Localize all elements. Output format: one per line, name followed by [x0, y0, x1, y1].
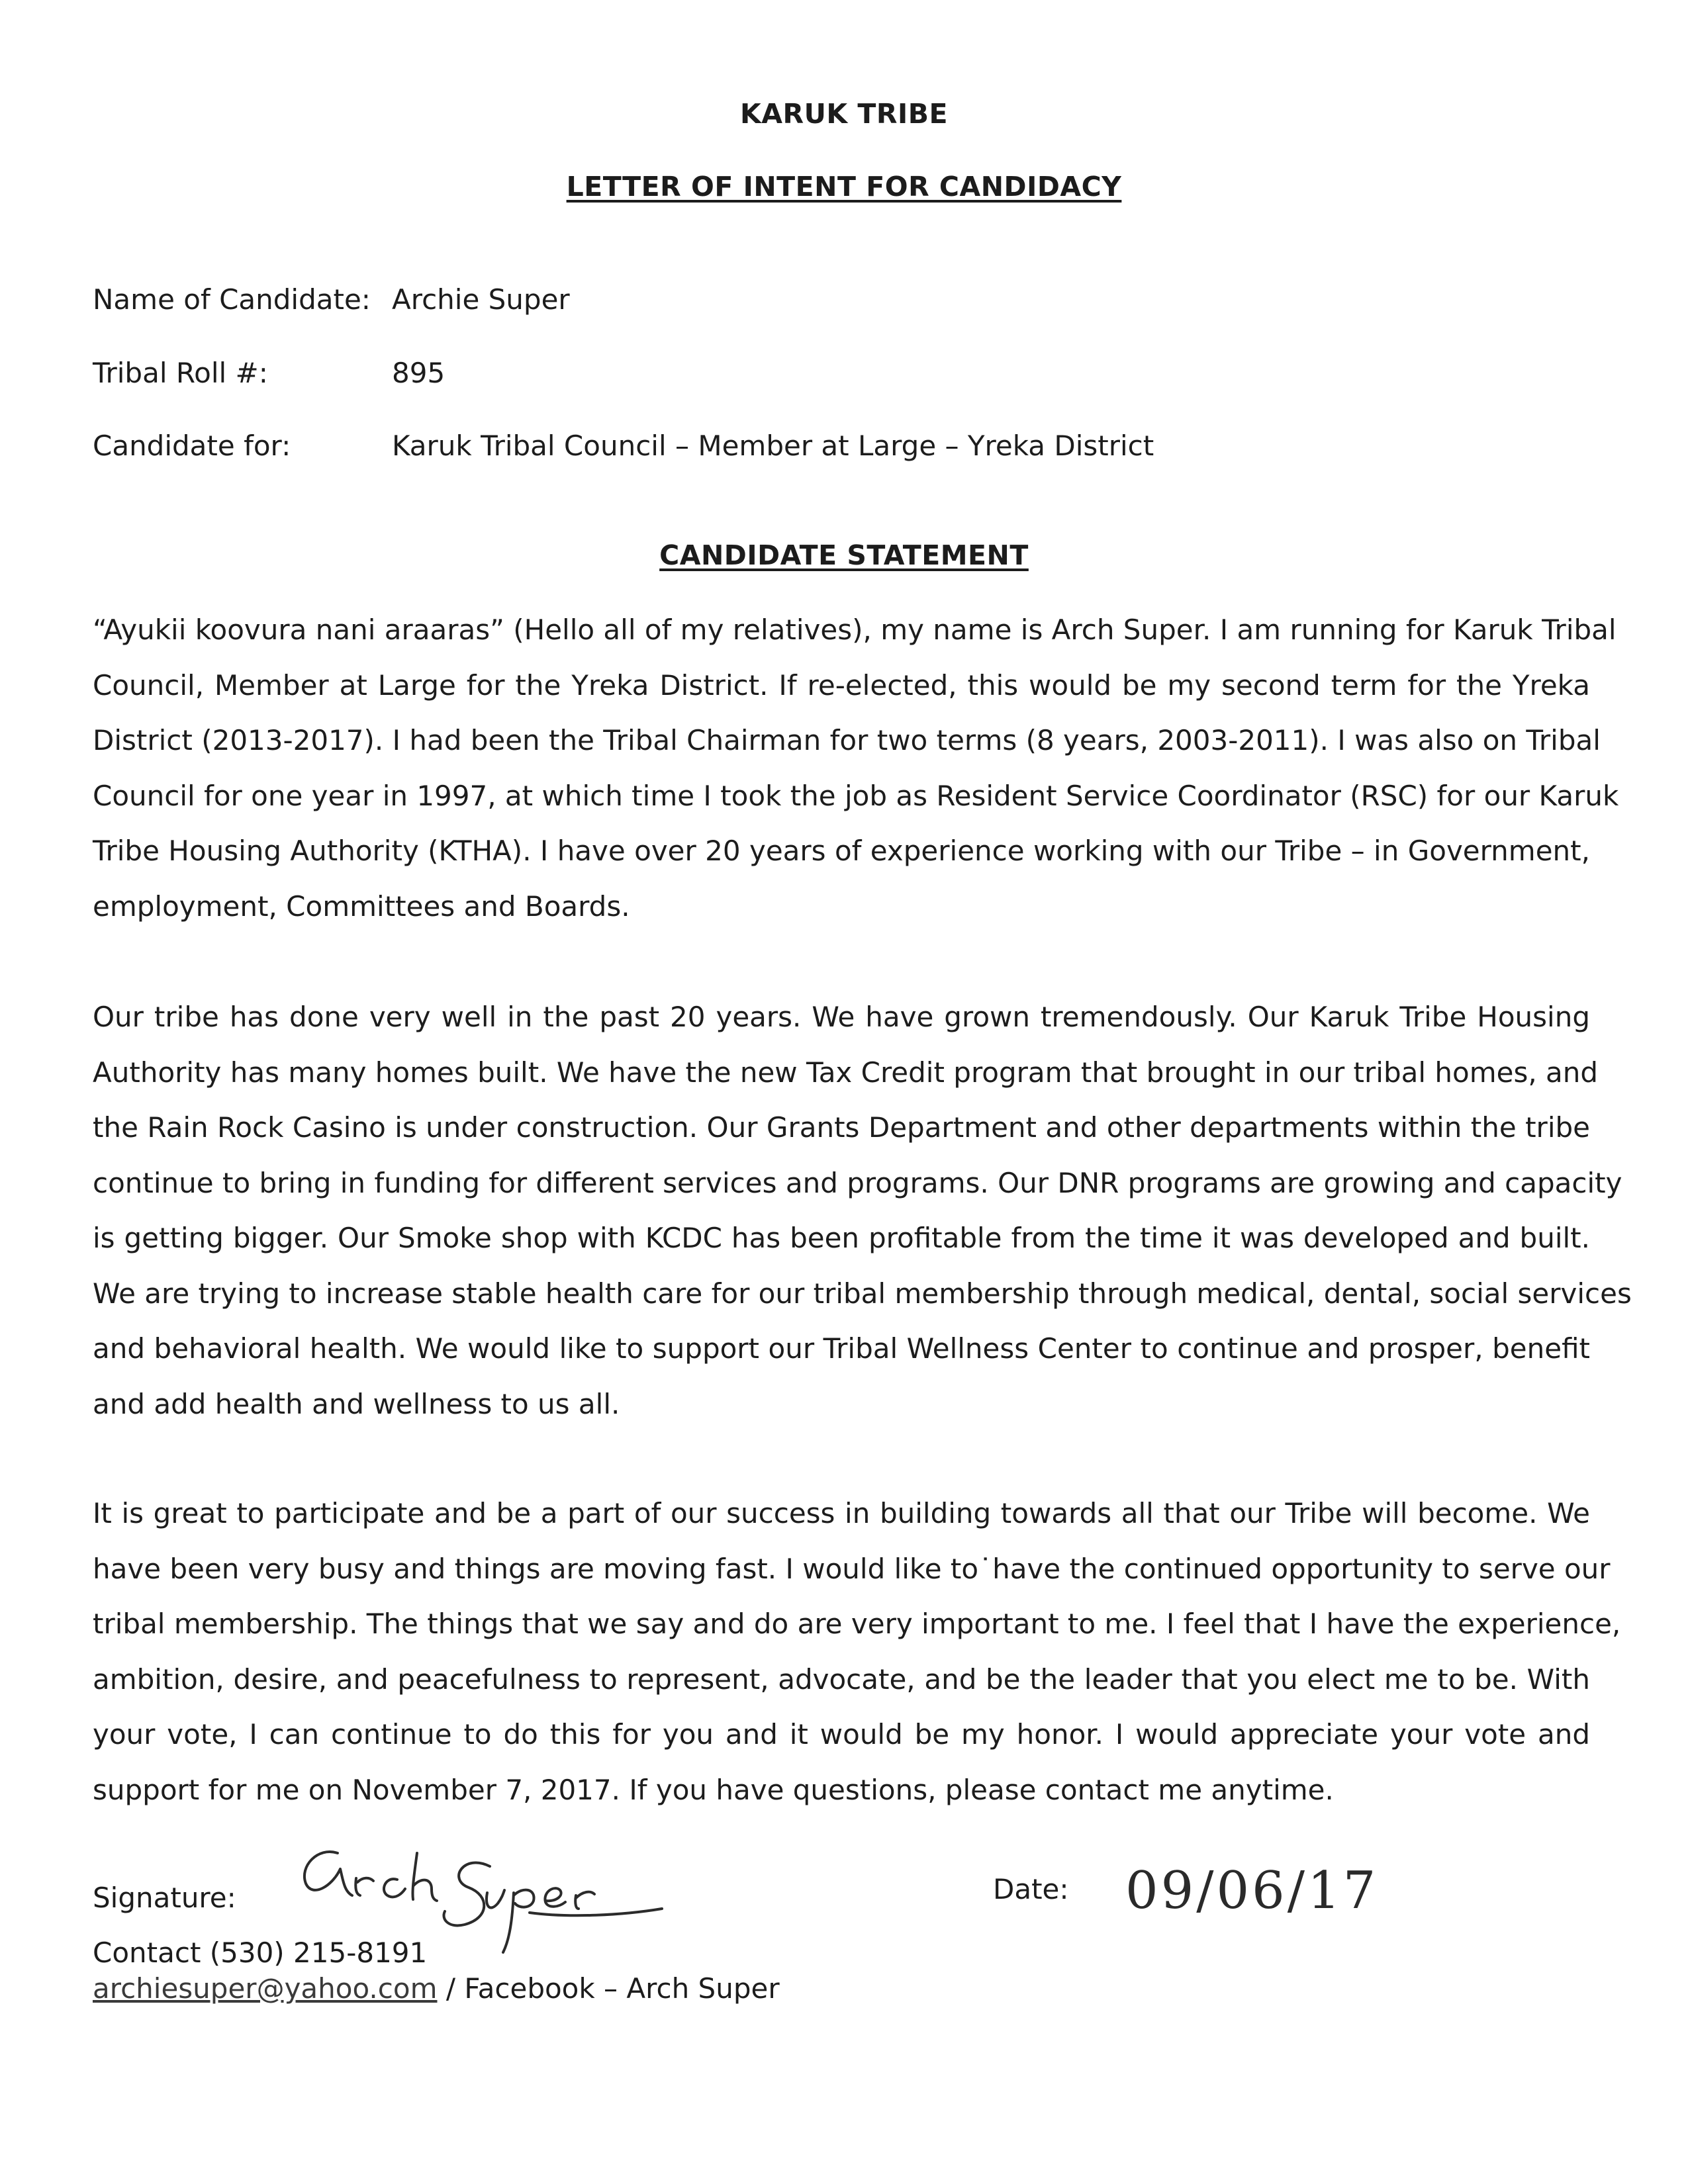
paragraph-line: and add health and wellness to us all. [93, 1387, 620, 1420]
document-title [0, 171, 1688, 203]
paragraph-line: your vote, I can continue to do this for you and it would be my honor. I would appreciate your vote and [93, 1718, 1590, 1751]
statement-paragraph-1 [93, 602, 1619, 934]
roll-value: 895 [392, 357, 445, 389]
paragraph-line: support for me on November 7, 2017. If you have questions, please contact me anytime. [93, 1773, 1334, 1806]
facebook-text: / Facebook – Arch Super [437, 1972, 780, 2005]
contact-line [93, 1972, 780, 2005]
contact-phone: Contact (530) 215-8191 [93, 1936, 428, 1969]
paragraph-line: Authority has many homes built. We have the new Tax Credit program that brought in our tribal homes, and [93, 1056, 1599, 1089]
statement-heading [0, 539, 1688, 571]
paragraph-line: continue to bring in funding for different services and programs. Our DNR programs are growing and capacity [93, 1166, 1622, 1199]
candidate-for-value: Karuk Tribal Council – Member at Large – Yreka District [392, 430, 1154, 462]
name-label: Name of Candidate: [93, 283, 371, 316]
paragraph-line: employment, Committees and Boards. [93, 889, 630, 923]
candidate-for-label: Candidate for: [93, 430, 291, 462]
handwritten-date: 09/06/17 [1125, 1861, 1379, 1921]
statement-heading-text: CANDIDATE STATEMENT [659, 539, 1029, 571]
paragraph-line: We are trying to increase stable health care for our tribal membership through medical, dental, social services [93, 1277, 1632, 1310]
document-title-text: LETTER OF INTENT FOR CANDIDACY [566, 171, 1122, 203]
paragraph-line: is getting bigger. Our Smoke shop with KCDC has been profitable from the time it was developed and built. [93, 1222, 1590, 1254]
email-link[interactable]: archiesuper@yahoo.com [93, 1972, 438, 2005]
paragraph-line: Our tribe has done very well in the past 20 years. We have grown tremendously. Our Karuk Tribe Housing [93, 1001, 1590, 1033]
paragraph-line: ambition, desire, and peacefulness to represent, advocate, and be the leader that you elect me to be. With [93, 1662, 1590, 1696]
signature-label: Signature: [93, 1882, 236, 1914]
paragraph-line: the Rain Rock Casino is under construction. Our Grants Department and other departments within the tribe [93, 1111, 1590, 1144]
paragraph-line: tribal membership. The things that we say and do are very important to me. I feel that I have the experience, [93, 1608, 1621, 1640]
paragraph-line: District (2013-2017). I had been the Tribal Chairman for two terms (8 years, 2003-2011). I was also on Tribal [93, 724, 1601, 756]
paragraph-line: Council for one year in 1997, at which time I took the job as Resident Service Coordinator (RSC) for our Karuk [93, 779, 1619, 812]
paragraph-line: Council, Member at Large for the Yreka District. If re-elected, this would be my second term for the Yreka [93, 668, 1590, 702]
paragraph-line: It is great to participate and be a part of our success in building towards all that our Tribe will become. We [93, 1497, 1590, 1529]
paragraph-line: and behavioral health. We would like to support our Tribal Wellness Center to continue and prosper, benefit [93, 1332, 1590, 1365]
paragraph-line: Tribe Housing Authority (KTHA). I have over 20 years of experience working with our Tribe – in Government, [93, 835, 1590, 867]
statement-paragraph-3 [93, 1486, 1621, 1817]
statement-paragraph-2 [93, 989, 1632, 1432]
roll-label: Tribal Roll #: [93, 357, 268, 389]
org-title: KARUK TRIBE [740, 98, 948, 130]
paragraph-line: have been very busy and things are moving fast. I would like to˙have the continued opportunity to serve our [93, 1552, 1611, 1585]
name-value: Archie Super [392, 283, 570, 316]
date-label: Date: [993, 1873, 1069, 1905]
paragraph-line: “Ayukii koovura nani araaras” (Hello all of my relatives), my name is Arch Super. I am running for Karuk Tribal [93, 614, 1617, 646]
